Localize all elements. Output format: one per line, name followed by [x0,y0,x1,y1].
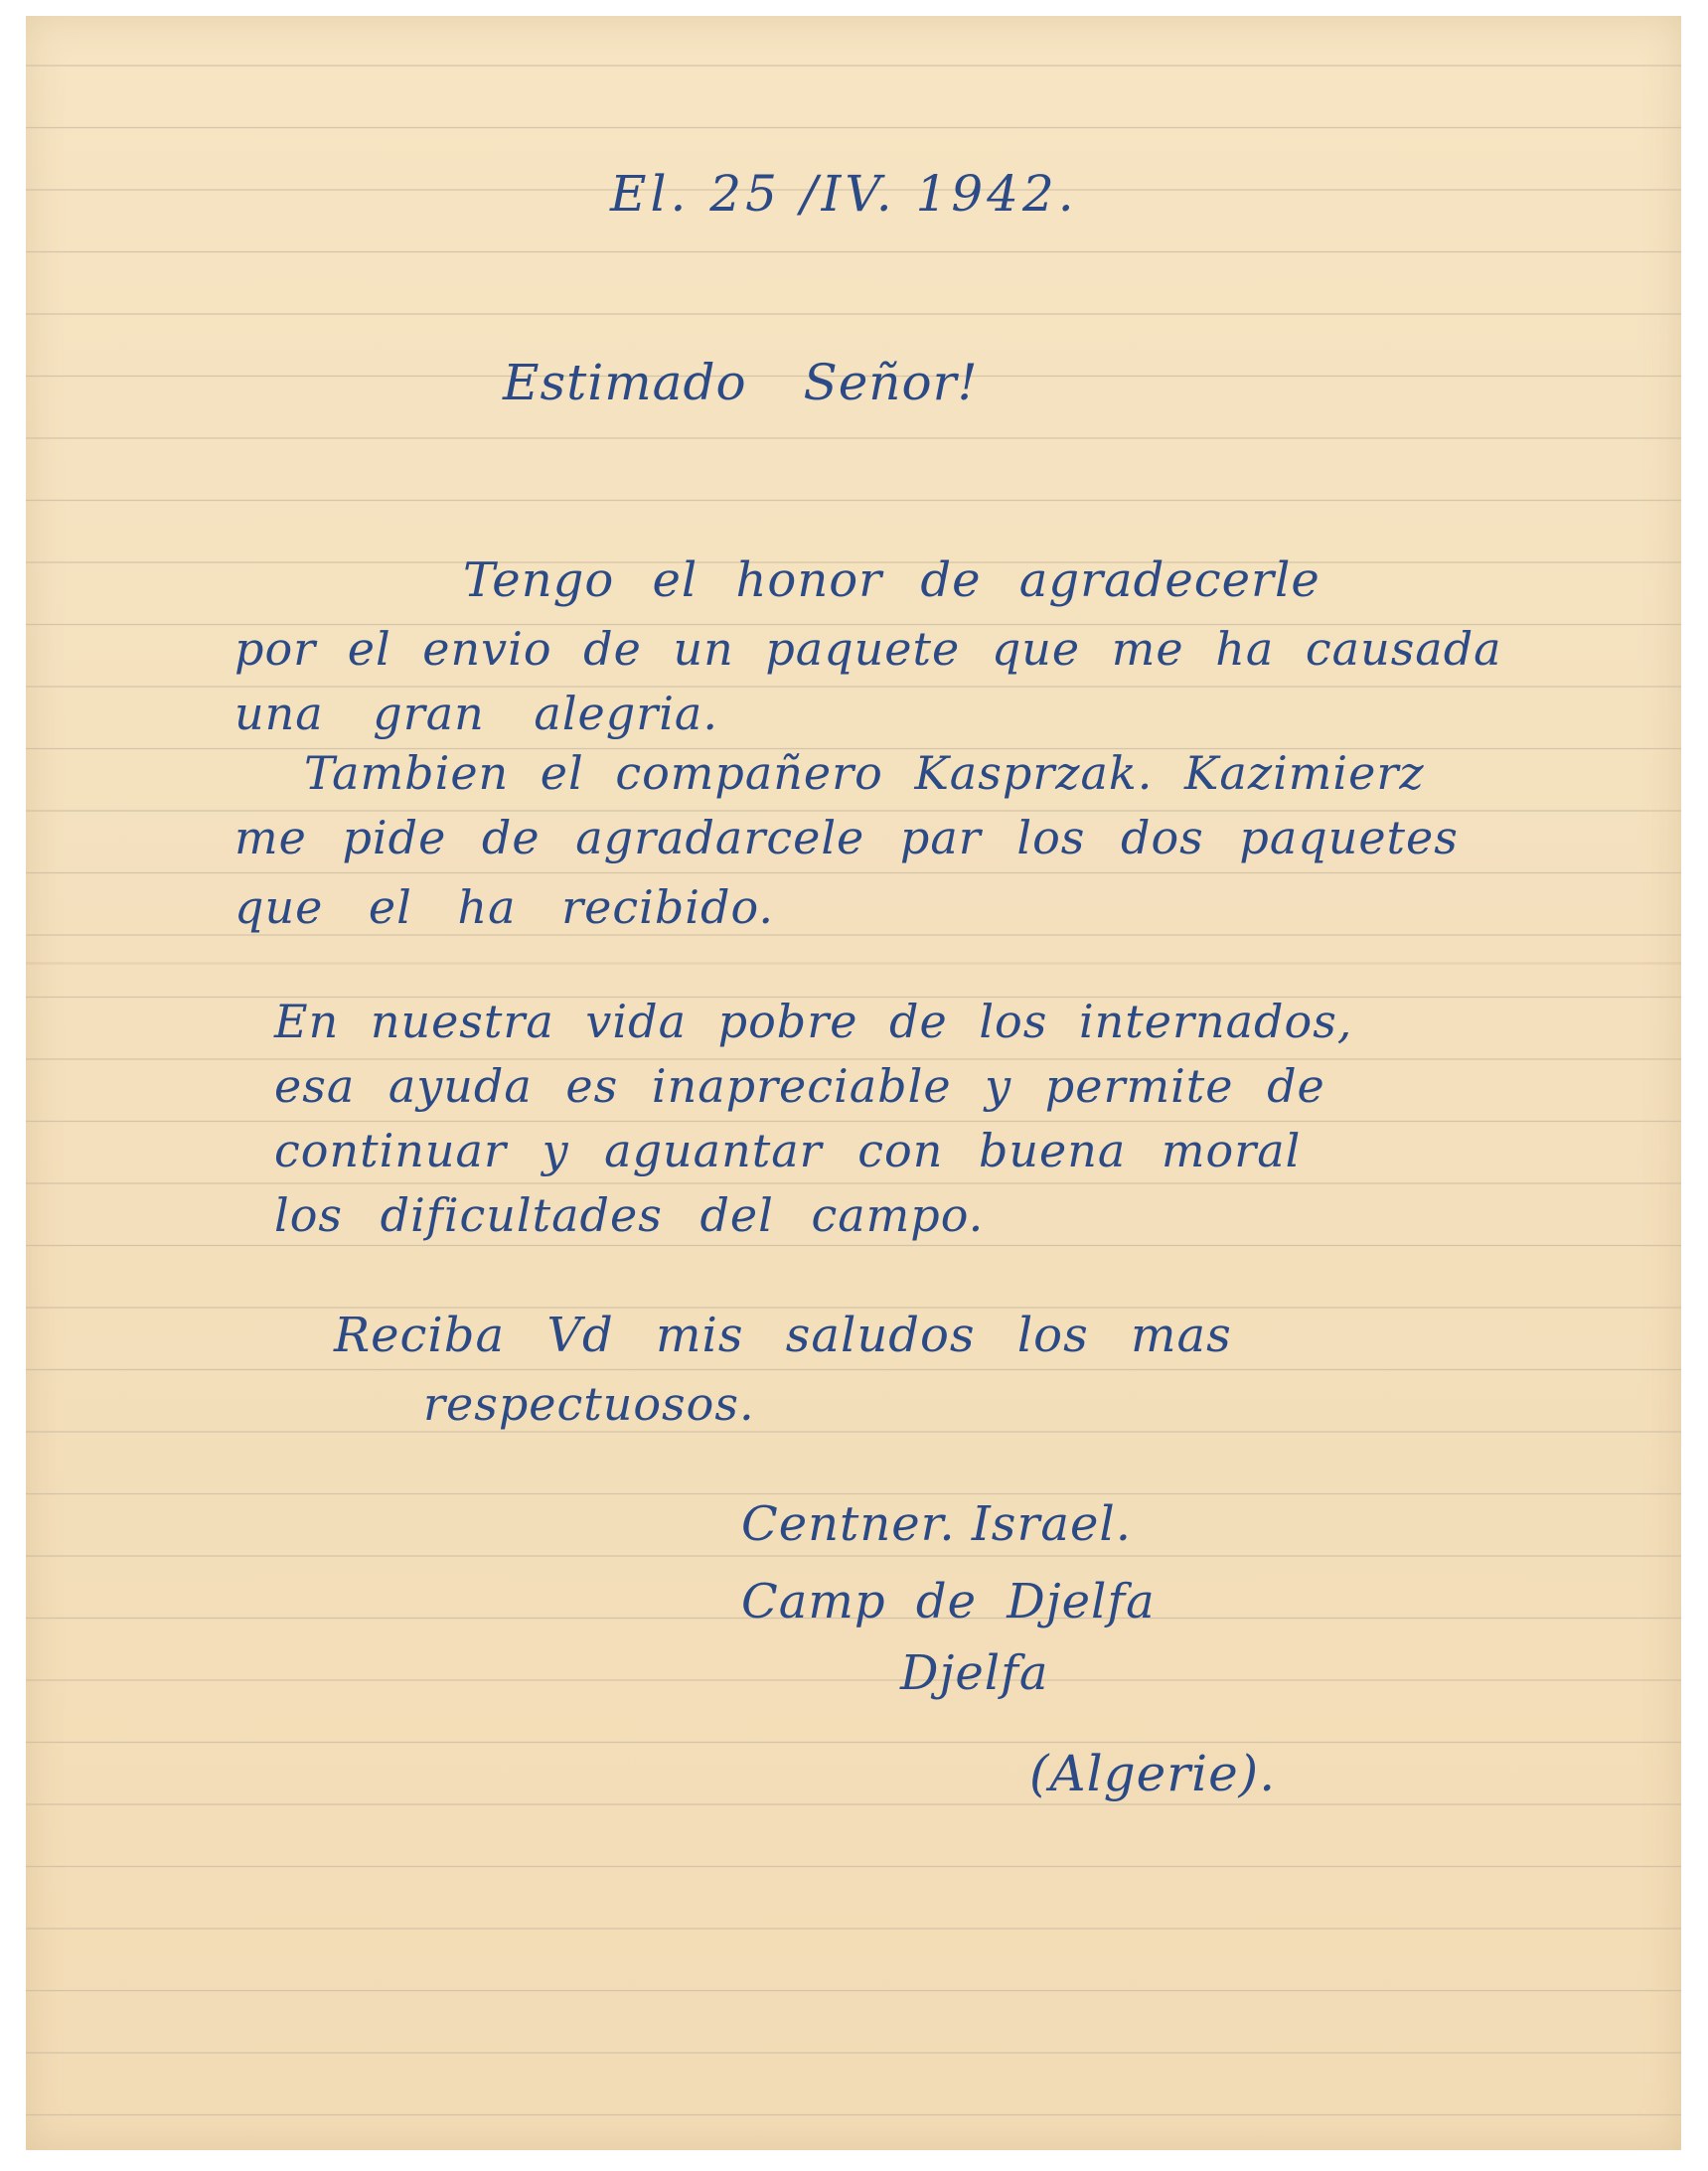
body-line: los dificultades del campo. [274,1188,985,1242]
body-line: En nuestra vida pobre de los internados, [274,995,1353,1048]
body-line: me pide de agradarcele par los dos paquetes [234,811,1459,864]
body-line: Tambien el compañero Kasprzak. Kazimierz [304,746,1425,800]
salutation: Estimado Señor! [503,354,979,411]
body-line: continuar y aguantar con buena moral [274,1124,1302,1177]
letter-date: El. 25 /IV. 1942. [610,165,1078,223]
body-line: que el ha recibido. [234,880,774,934]
closing-line: Reciba Vd mis saludos los mas [334,1308,1232,1363]
signature-camp: Camp de Djelfa [741,1574,1156,1629]
letter-sheet [26,16,1681,2150]
signature-town: Djelfa [900,1645,1049,1701]
body-line: por el envio de un paquete que me ha causada [234,622,1502,676]
signature-name: Centner. Israel. [741,1496,1133,1552]
body-line: una gran alegria. [234,687,718,740]
body-line: esa ayuda es inapreciable y permite de [274,1059,1325,1113]
closing-line: respectuosos. [423,1377,755,1431]
paper-fold [26,962,1681,965]
signature-country: (Algerie). [1029,1745,1277,1802]
body-line: Tengo el honor de agradecerle [463,552,1320,608]
